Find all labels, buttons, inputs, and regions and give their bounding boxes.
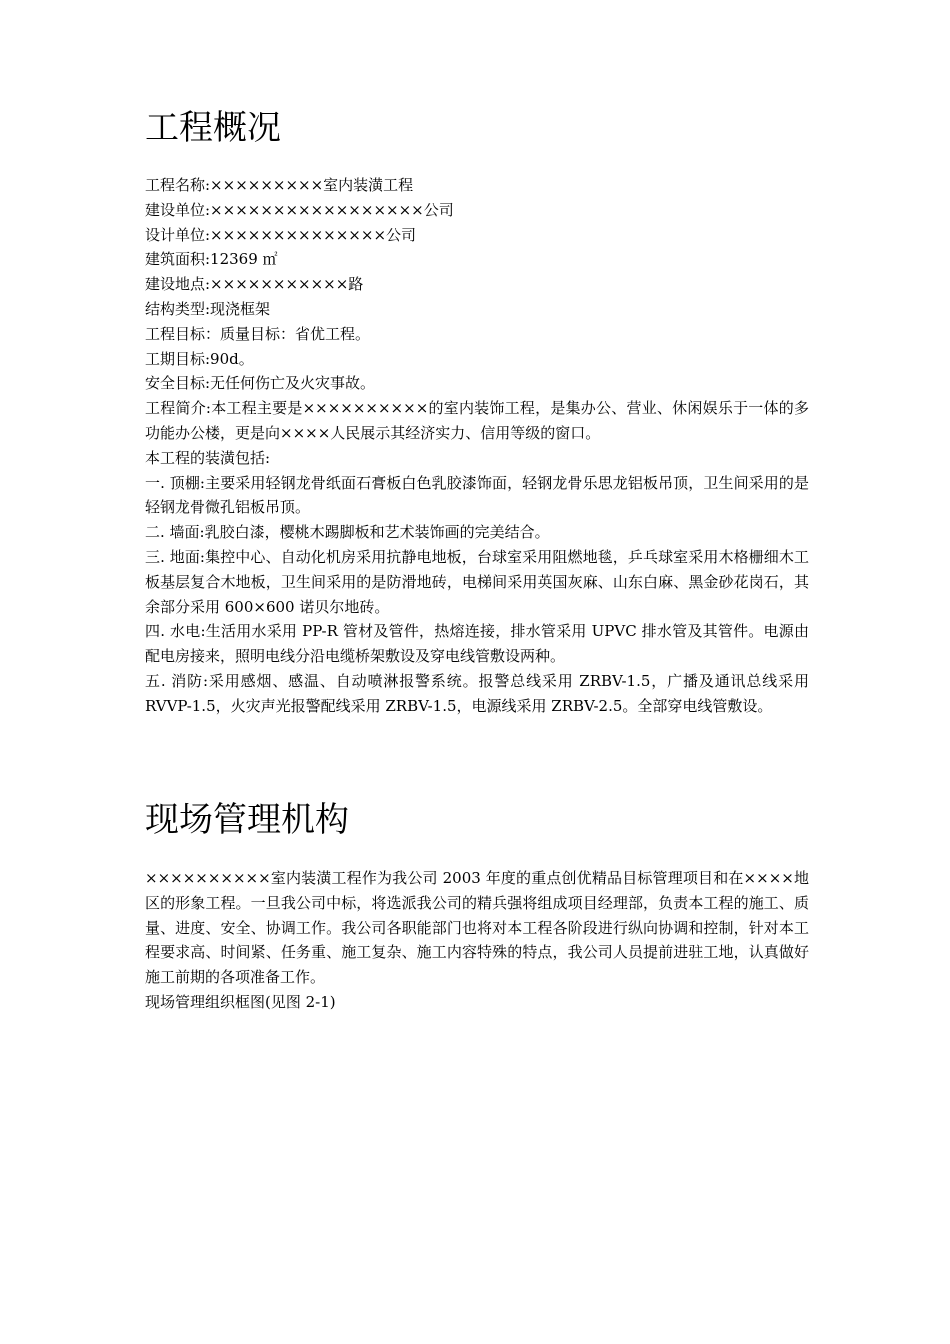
info-floor-area: 建筑面积:12369 ㎡: [145, 250, 278, 269]
decoration-item-fire-protection: 五. 消防:采用感烟、感温、自动喷淋报警系统。报警总线采用 ZRBV-1.5，广播及通讯总线采用 RVVP-1.5，火灾声光报警配线采用 ZRBV-1.5，电源线采用 ZRBV-2.5。全部穿电线管敷设。: [145, 671, 809, 715]
decoration-item-plumbing-electric: 四. 水电:生活用水采用 PP-R 管材及管件，热熔连接，排水管采用 UPVC 排水管及其管件。电源由配电房接来，照明电线分沿电缆桥架敷设及穿电线管敷设两种。: [145, 622, 809, 666]
section-title-project-overview: 工程概况: [145, 108, 281, 148]
info-schedule-goal: 工期目标:90d。: [145, 349, 254, 368]
site-management-body: [145, 866, 809, 1015]
figure-reference: 现场管理组织框图(见图 2-1): [145, 992, 336, 1011]
info-location: 建设地点:×××××××××××路: [145, 275, 364, 294]
decoration-item-floors: 三. 地面:集控中心、自动化机房采用抗静电地板，台球室采用阻燃地毯，乒乓球室采用木格栅细木工板基层复合木地板，卫生间采用的是防滑地砖，电梯间采用英国灰麻、山东白麻、黑金砂花岗石，其余部分采用 600×600 诺贝尔地砖。: [145, 547, 809, 616]
decoration-list-title: 本工程的装潢包括:: [145, 448, 271, 467]
info-client: 建设单位:×××××××××××××××××公司: [145, 200, 454, 219]
project-overview-body: [145, 173, 809, 719]
info-designer: 设计单位:××××××××××××××公司: [145, 225, 417, 244]
info-quality-goal: 工程目标：质量目标：省优工程。: [145, 324, 371, 343]
site-management-paragraph: ××××××××××室内装潢工程作为我公司 2003 年度的重点创优精品目标管理项目和在××××地区的形象工程。一旦我公司中标，将选派我公司的精兵强将组成项目经理部，负责本工程的施工、质量、进度、安全、协调工作。我公司各职能部门也将对本工程各阶段进行纵向协调和控制，针对本工程要求高、时间紧、任务重、施工复杂、施工内容特殊的特点，我公司人员提前进驻工地，认真做好施工前期的各项准备工作。: [145, 869, 809, 987]
info-safety-goal: 安全目标:无任何伤亡及火灾事故。: [145, 374, 376, 393]
decoration-item-walls: 二. 墙面:乳胶白漆，樱桃木踢脚板和艺术装饰画的完美结合。: [145, 523, 550, 542]
info-structure-type: 结构类型:现浇框架: [145, 299, 271, 318]
section-title-site-management: 现场管理机构: [145, 800, 349, 840]
decoration-item-ceiling: 一. 顶棚:主要采用轻钢龙骨纸面石膏板白色乳胶漆饰面，轻钢龙骨乐思龙铝板吊顶，卫生间采用的是轻钢龙骨微孔铝板吊顶。: [145, 473, 809, 517]
project-intro: 工程简介:本工程主要是××××××××××的室内装饰工程，是集办公、营业、休闲娱乐于一体的多功能办公楼，更是向××××人民展示其经济实力、信用等级的窗口。: [145, 399, 809, 442]
info-project-name: 工程名称:×××××××××室内装潢工程: [145, 176, 414, 194]
